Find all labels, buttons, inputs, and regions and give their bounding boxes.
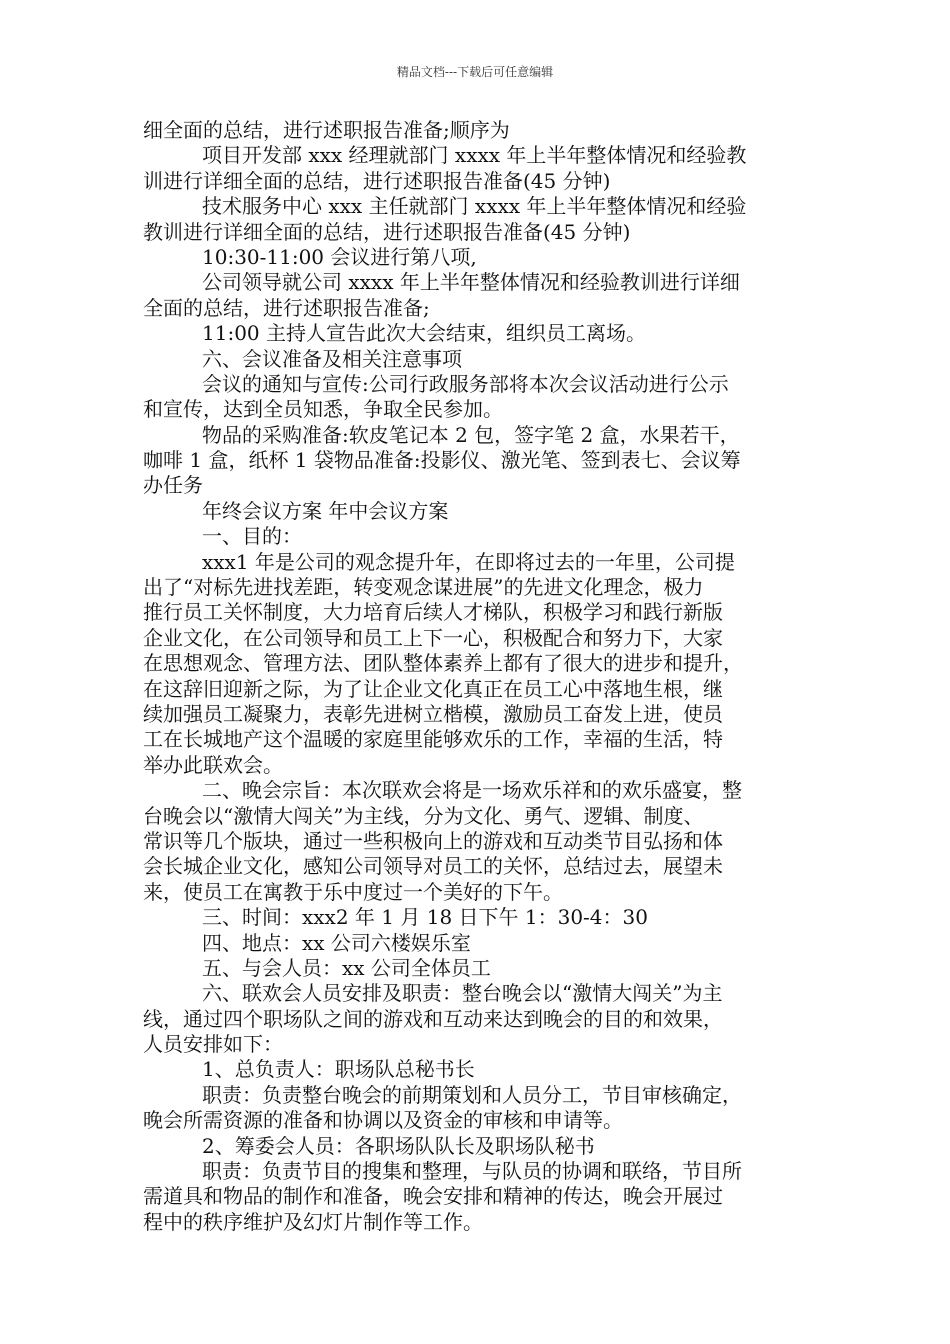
document-body	[143, 118, 823, 1235]
text-line: 举办此联欢会。	[143, 752, 283, 777]
text-line: 工在长城地产这个温暖的家庭里能够欢乐的工作，幸福的生活，特	[143, 727, 723, 752]
text-line: 全面的总结，进行述职报告准备;	[143, 295, 430, 320]
text-line: 线，通过四个职场队之间的游戏和互动来达到晚会的目的和效果，	[143, 1006, 723, 1031]
text-line: 年终会议方案 年中会议方案	[202, 498, 449, 523]
text-line: 续加强员工凝聚力，表彰先进树立楷模，激励员工奋发上进，使员	[143, 701, 723, 726]
text-line: 四、地点：xx 公司六楼娱乐室	[202, 930, 471, 955]
text-line: 三、时间：xxx2 年 1 月 18 日下午 1：30-4：30	[202, 905, 648, 930]
text-line: 技术服务中心 xxx 主任就部门 xxxx 年上半年整体情况和经验	[202, 194, 747, 219]
text-line: 出了“对标先进找差距，转变观念谋进展”的先进文化理念，极力	[143, 575, 704, 600]
page-header: 精品文档---下载后可任意编辑	[396, 65, 554, 79]
text-line: xxx1 年是公司的观念提升年，在即将过去的一年里，公司提	[202, 549, 735, 574]
text-line: 公司领导就公司 xxxx 年上半年整体情况和经验教训进行详细	[202, 270, 740, 295]
text-line: 五、与会人员：xx 公司全体员工	[202, 955, 491, 980]
text-line: 项目开发部 xxx 经理就部门 xxxx 年上半年整体情况和经验教	[202, 143, 747, 168]
text-line: 需道具和物品的制作和准备，晚会安排和精神的传达，晚会开展过	[143, 1184, 723, 1209]
text-line: 在思想观念、管理方法、团队整体素养上都有了很大的进步和提升，	[143, 651, 743, 676]
text-line: 职责：负责节目的搜集和整理，与队员的协调和联络，节目所	[202, 1159, 742, 1184]
text-line: 二、晚会宗旨：本次联欢会将是一场欢乐祥和的欢乐盛宴，整	[202, 778, 742, 803]
text-line: 职责：负责整台晚会的前期策划和人员分工，节目审核确定，	[202, 1082, 742, 1107]
text-line: 在这辞旧迎新之际，为了让企业文化真正在员工心中落地生根，继	[143, 676, 723, 701]
text-line: 推行员工关怀制度，大力培育后续人才梯队，积极学习和践行新版	[143, 600, 723, 625]
text-line: 程中的秩序维护及幻灯片制作等工作。	[143, 1209, 483, 1234]
text-line: 来，使员工在寓教于乐中度过一个美好的下午。	[143, 879, 563, 904]
text-line: 2、筹委会人员：各职场队队长及职场队秘书	[202, 1133, 595, 1158]
text-line: 咖啡 1 盒，纸杯 1 袋物品准备:投影仪、激光笔、签到表七、会议筹	[143, 448, 741, 473]
text-line: 和宣传，达到全员知悉，争取全民参加。	[143, 397, 503, 422]
text-line: 会议的通知与宣传:公司行政服务部将本次会议活动进行公示	[202, 371, 729, 396]
text-line: 1、总负责人：职场队总秘书长	[202, 1057, 475, 1082]
text-line: 教训进行详细全面的总结，进行述职报告准备(45 分钟)	[143, 219, 631, 244]
text-line: 人员安排如下：	[143, 1032, 283, 1057]
text-line: 细全面的总结，进行述职报告准备;顺序为	[143, 118, 510, 142]
text-line: 六、联欢会人员安排及职责：整台晚会以“激情大闯关”为主	[202, 981, 723, 1006]
text-line: 常识等几个版块，通过一些积极向上的游戏和互动类节目弘扬和体	[143, 828, 723, 853]
text-line: 物品的采购准备:软皮笔记本 2 包，签字笔 2 盒，水果若干，	[202, 422, 740, 447]
text-line: 训进行详细全面的总结，进行述职报告准备(45 分钟)	[143, 168, 611, 193]
text-line: 六、会议准备及相关注意事项	[202, 346, 462, 371]
text-line: 企业文化，在公司领导和员工上下一心，积极配合和努力下，大家	[143, 625, 723, 650]
text-line: 台晚会以“激情大闯关”为主线，分为文化、勇气、逻辑、制度、	[143, 803, 704, 828]
text-line: 11:00 主持人宣告此次大会结束，组织员工离场。	[202, 321, 646, 346]
text-line: 晚会所需资源的准备和协调以及资金的审核和申请等。	[143, 1108, 623, 1133]
text-line: 一、目的：	[202, 524, 302, 549]
text-line: 会长城企业文化，感知公司领导对员工的关怀，总结过去，展望未	[143, 854, 723, 879]
text-line: 办任务	[143, 473, 203, 498]
text-line: 10:30-11:00 会议进行第八项,	[202, 244, 477, 269]
